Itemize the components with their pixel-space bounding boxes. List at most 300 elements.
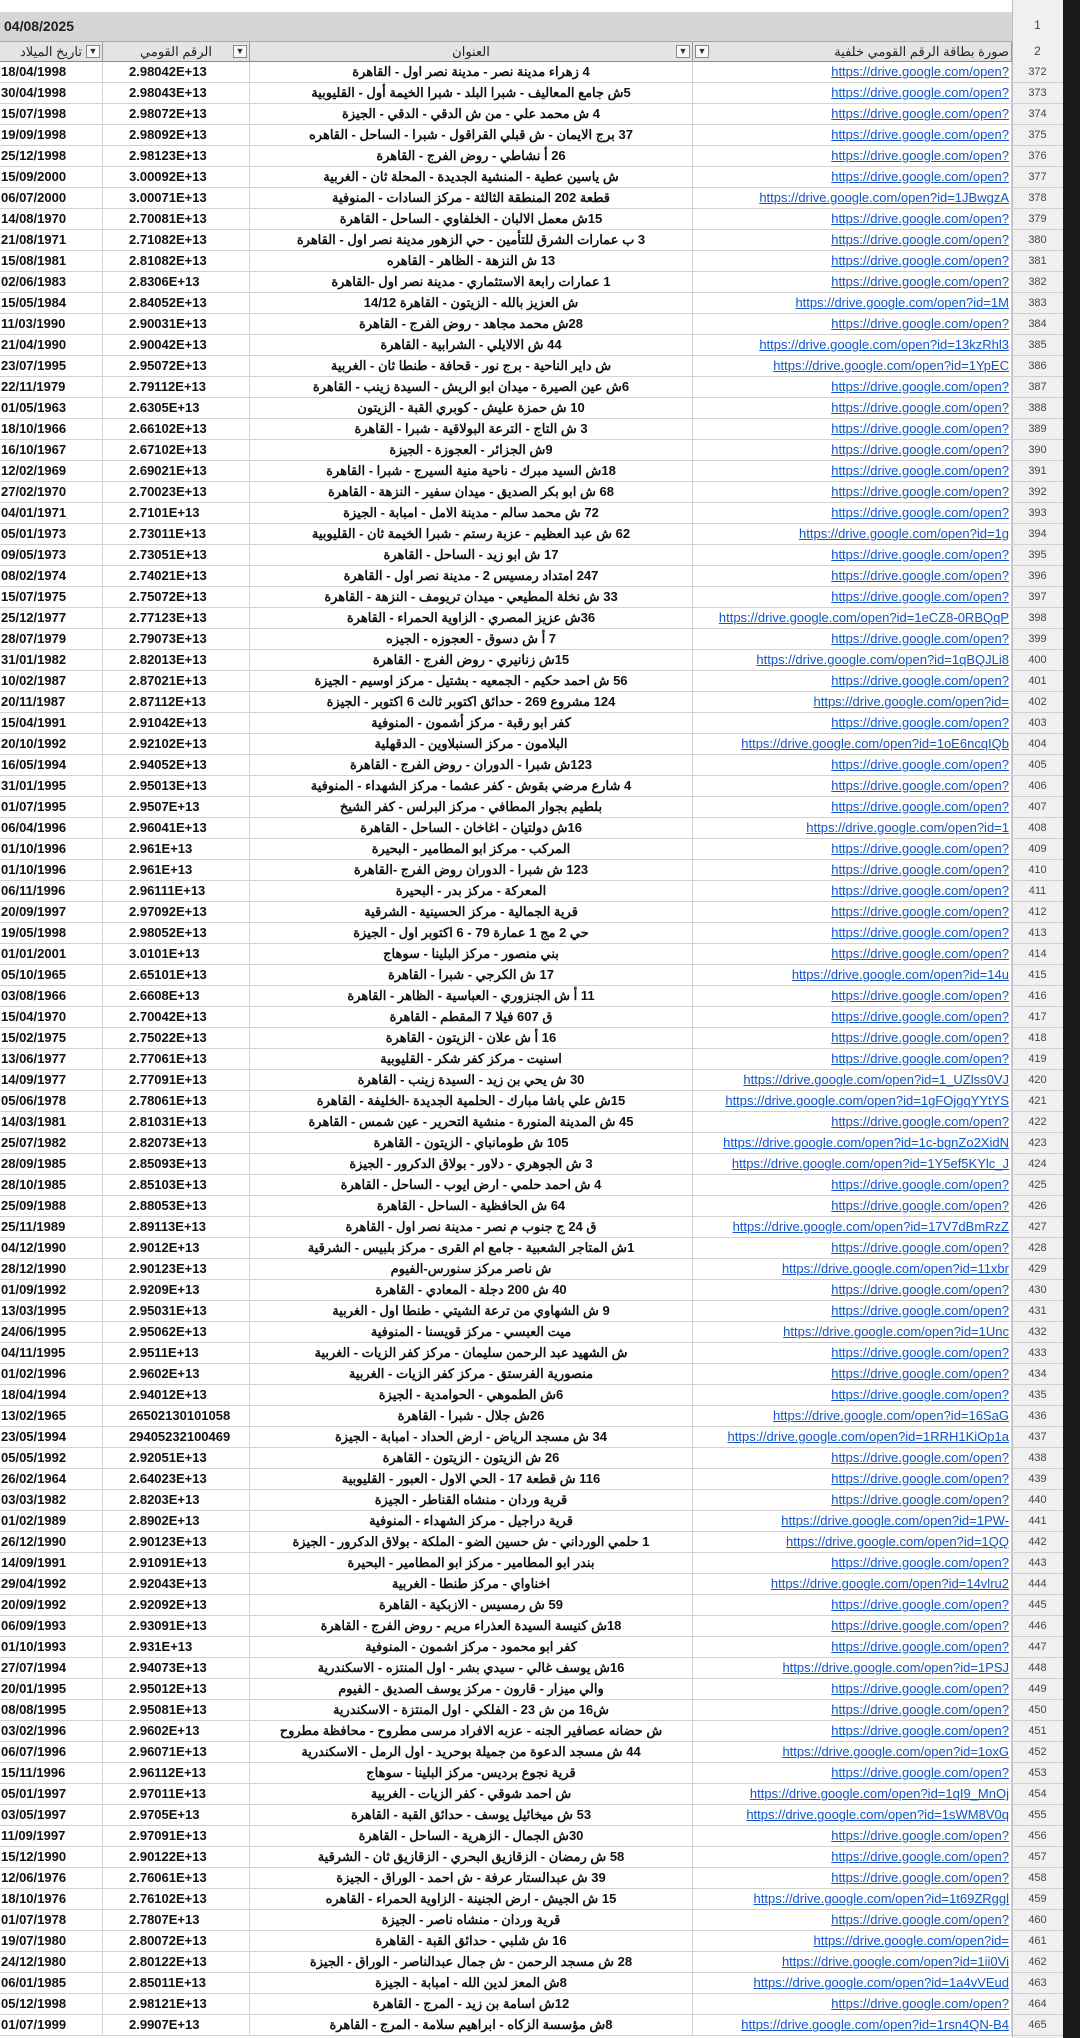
cell-image-link[interactable]: https://drive.google.com/open? <box>693 1826 1012 1847</box>
row-number[interactable]: 412 <box>1012 902 1063 923</box>
cell-dob[interactable]: 05/10/1965 <box>0 965 103 986</box>
cell-image-link[interactable]: https://drive.google.com/open? <box>693 986 1012 1007</box>
cell-address[interactable]: 1ش المتاجر الشعبية - جامع ام القرى - مركز بلبيس - الشرقية <box>250 1238 693 1259</box>
cell-national-id[interactable]: 2.94073E+13 <box>103 1658 250 1679</box>
cell-dob[interactable]: 01/10/1996 <box>0 839 103 860</box>
cell-national-id[interactable]: 2.90042E+13 <box>103 335 250 356</box>
cell-dob[interactable]: 01/02/1996 <box>0 1364 103 1385</box>
cell-dob[interactable]: 26/12/1990 <box>0 1532 103 1553</box>
cell-national-id[interactable]: 2.90122E+13 <box>103 1847 250 1868</box>
cell-address[interactable]: بلطيم بجوار المطافي - مركز البرلس - كفر الشيخ <box>250 797 693 818</box>
cell-address[interactable]: كفر ابو رقبة - مركز أشمون - المنوفية <box>250 713 693 734</box>
cell-dob[interactable]: 11/03/1990 <box>0 314 103 335</box>
cell-address[interactable]: 10 ش حمزة عليش - كوبري القبة - الزيتون <box>250 398 693 419</box>
row-number[interactable]: 417 <box>1012 1007 1063 1028</box>
row-number[interactable]: 432 <box>1012 1322 1063 1343</box>
cell-address[interactable]: 15 ش الجيش - ارض الجنينة - الزاوية الحمراء - القاهره <box>250 1889 693 1910</box>
cell-dob[interactable]: 13/02/1965 <box>0 1406 103 1427</box>
cell-dob[interactable]: 19/05/1998 <box>0 923 103 944</box>
row-number[interactable]: 441 <box>1012 1511 1063 1532</box>
cell-image-link[interactable]: https://drive.google.com/open?id=1PSJ <box>693 1658 1012 1679</box>
cell-address[interactable]: 11 أ ش الجنزوري - العباسية - الظاهر - القاهرة <box>250 986 693 1007</box>
cell-address[interactable]: ق 24 ج جنوب م نصر - مدينة نصر اول - القاهرة <box>250 1217 693 1238</box>
cell-address[interactable]: اسنيت - مركز كفر شكر - القليوبية <box>250 1049 693 1070</box>
cell-image-link[interactable]: https://drive.google.com/open? <box>693 1595 1012 1616</box>
cell-dob[interactable]: 15/09/2000 <box>0 167 103 188</box>
cell-national-id[interactable]: 2.961E+13 <box>103 860 250 881</box>
cell-national-id[interactable]: 2.97011E+13 <box>103 1784 250 1805</box>
cell-national-id[interactable]: 2.87021E+13 <box>103 671 250 692</box>
cell-address[interactable]: 6ش الطموهي - الحوامدية - الجيزة <box>250 1385 693 1406</box>
cell-address[interactable]: المركب - مركز ابو المطامير - البحيرة <box>250 839 693 860</box>
cell-address[interactable]: 45 ش المدينة المنورة - منشية التحرير - عين شمس - القاهرة <box>250 1112 693 1133</box>
cell-national-id[interactable]: 2.95012E+13 <box>103 1679 250 1700</box>
cell-address[interactable]: 124 مشروع 269 - حدائق اكتوبر ثالث 6 اكتوبر - الجيزة <box>250 692 693 713</box>
cell-address[interactable]: 3 ش الجوهري - دلاور - بولاق الدكرور - الجيزة <box>250 1154 693 1175</box>
cell-image-link[interactable]: https://drive.google.com/open? <box>693 419 1012 440</box>
cell-dob[interactable]: 01/07/1978 <box>0 1910 103 1931</box>
cell-image-link[interactable]: https://drive.google.com/open? <box>693 1700 1012 1721</box>
cell-image-link[interactable]: https://drive.google.com/open? <box>693 1280 1012 1301</box>
row-number-2[interactable]: 2 <box>1034 44 1041 58</box>
row-number[interactable]: 447 <box>1012 1637 1063 1658</box>
cell-dob[interactable]: 20/09/1992 <box>0 1595 103 1616</box>
cell-dob[interactable]: 27/07/1994 <box>0 1658 103 1679</box>
cell-address[interactable]: 26ش جلال - شبرا - القاهرة <box>250 1406 693 1427</box>
cell-image-link[interactable]: https://drive.google.com/open? <box>693 1616 1012 1637</box>
cell-national-id[interactable]: 2.65101E+13 <box>103 965 250 986</box>
row-number[interactable]: 396 <box>1012 566 1063 587</box>
cell-national-id[interactable]: 2.75072E+13 <box>103 587 250 608</box>
cell-dob[interactable]: 30/04/1998 <box>0 83 103 104</box>
cell-dob[interactable]: 25/11/1989 <box>0 1217 103 1238</box>
filter-dropdown-icon[interactable]: ▼ <box>86 45 100 58</box>
cell-national-id[interactable]: 2.7101E+13 <box>103 503 250 524</box>
cell-image-link[interactable]: https://drive.google.com/open?id= <box>693 692 1012 713</box>
row-number[interactable]: 444 <box>1012 1574 1063 1595</box>
cell-address[interactable]: 44 ش الالايلي - الشرابية - القاهرة <box>250 335 693 356</box>
cell-national-id[interactable]: 2.88053E+13 <box>103 1196 250 1217</box>
cell-national-id[interactable]: 2.82013E+13 <box>103 650 250 671</box>
cell-image-link[interactable]: https://drive.google.com/open? <box>693 1994 1012 2015</box>
cell-image-link[interactable]: https://drive.google.com/open?id=1c-bgnZo2XidN <box>693 1133 1012 1154</box>
cell-national-id[interactable]: 2.71082E+13 <box>103 230 250 251</box>
cell-image-link[interactable]: https://drive.google.com/open? <box>693 1301 1012 1322</box>
cell-address[interactable]: 16 أ ش علان - الزيتون - القاهرة <box>250 1028 693 1049</box>
row-number[interactable]: 387 <box>1012 377 1063 398</box>
row-number[interactable]: 403 <box>1012 713 1063 734</box>
cell-address[interactable]: 1 حلمي الورداني - ش حسين الضو - الملكة - بولاق الدكرور - الجيزة <box>250 1532 693 1553</box>
row-number[interactable]: 423 <box>1012 1133 1063 1154</box>
row-number[interactable]: 451 <box>1012 1721 1063 1742</box>
cell-dob[interactable]: 21/08/1971 <box>0 230 103 251</box>
cell-dob[interactable]: 15/12/1990 <box>0 1847 103 1868</box>
cell-image-link[interactable]: https://drive.google.com/open?id=1t69ZRggl <box>693 1889 1012 1910</box>
cell-dob[interactable]: 25/12/1977 <box>0 608 103 629</box>
cell-national-id[interactable]: 2.95062E+13 <box>103 1322 250 1343</box>
cell-national-id[interactable]: 2.7807E+13 <box>103 1910 250 1931</box>
cell-address[interactable]: 72 ش محمد سالم - مدينة الامل - امبابة - الجيزة <box>250 503 693 524</box>
filter-dropdown-icon[interactable]: ▼ <box>695 45 709 58</box>
cell-address[interactable]: 4 ش محمد علي - من ش الدقي - الدقي - الجيزة <box>250 104 693 125</box>
row-number[interactable]: 407 <box>1012 797 1063 818</box>
cell-national-id[interactable]: 2.91091E+13 <box>103 1553 250 1574</box>
cell-national-id[interactable]: 2.9507E+13 <box>103 797 250 818</box>
cell-national-id[interactable]: 2.91042E+13 <box>103 713 250 734</box>
cell-dob[interactable]: 04/01/1971 <box>0 503 103 524</box>
cell-address[interactable]: 18ش كنيسة السيدة العذراء مريم - روض الفرج - القاهرة <box>250 1616 693 1637</box>
cell-dob[interactable]: 01/01/2001 <box>0 944 103 965</box>
cell-image-link[interactable]: https://drive.google.com/open? <box>693 314 1012 335</box>
cell-address[interactable]: 4 زهراء مدينة نصر - مدينة نصر اول - القاهرة <box>250 62 693 83</box>
cell-address[interactable]: 123ش شبرا - الدوران - روض الفرج - القاهرة <box>250 755 693 776</box>
row-number[interactable]: 465 <box>1012 2015 1063 2036</box>
cell-address[interactable]: 36ش عزيز المصري - الزاوية الحمراء - القاهرة <box>250 608 693 629</box>
cell-address[interactable]: 39 ش عبدالستار عرفة - ش احمد - الوراق - الجيزة <box>250 1868 693 1889</box>
cell-dob[interactable]: 08/08/1995 <box>0 1700 103 1721</box>
cell-address[interactable]: 13 ش النزهة - الظاهر - القاهره <box>250 251 693 272</box>
cell-dob[interactable]: 28/10/1985 <box>0 1175 103 1196</box>
cell-image-link[interactable]: https://drive.google.com/open? <box>693 839 1012 860</box>
cell-national-id[interactable]: 2.9012E+13 <box>103 1238 250 1259</box>
cell-national-id[interactable]: 2.95013E+13 <box>103 776 250 797</box>
cell-dob[interactable]: 14/09/1991 <box>0 1553 103 1574</box>
cell-dob[interactable]: 18/04/1994 <box>0 1385 103 1406</box>
cell-national-id[interactable]: 2.6608E+13 <box>103 986 250 1007</box>
row-number[interactable]: 408 <box>1012 818 1063 839</box>
cell-national-id[interactable]: 2.67102E+13 <box>103 440 250 461</box>
cell-address[interactable]: 1 عمارات رابعة الاستثماري - مدينة نصر اول -القاهرة <box>250 272 693 293</box>
cell-dob[interactable]: 15/05/1984 <box>0 293 103 314</box>
cell-national-id[interactable]: 2.70023E+13 <box>103 482 250 503</box>
row-number[interactable]: 384 <box>1012 314 1063 335</box>
row-number[interactable]: 406 <box>1012 776 1063 797</box>
cell-address[interactable]: 5ش جامع المعاليف - شبرا البلد - شبرا الخيمة أول - القليوبية <box>250 83 693 104</box>
cell-national-id[interactable]: 3.0101E+13 <box>103 944 250 965</box>
cell-image-link[interactable]: https://drive.google.com/open?id=1RRH1KiOp1a <box>693 1427 1012 1448</box>
row-number[interactable]: 458 <box>1012 1868 1063 1889</box>
cell-national-id[interactable]: 2.96071E+13 <box>103 1742 250 1763</box>
cell-address[interactable]: 17 ش الكرجي - شبرا - القاهرة <box>250 965 693 986</box>
row-number[interactable]: 420 <box>1012 1070 1063 1091</box>
cell-image-link[interactable]: https://drive.google.com/open? <box>693 671 1012 692</box>
cell-national-id[interactable]: 2.77123E+13 <box>103 608 250 629</box>
cell-national-id[interactable]: 2.81082E+13 <box>103 251 250 272</box>
cell-national-id[interactable]: 2.77091E+13 <box>103 1070 250 1091</box>
cell-dob[interactable]: 01/10/1996 <box>0 860 103 881</box>
cell-address[interactable]: قرية وردان - منشاه القناطر - الجيزة <box>250 1490 693 1511</box>
cell-address[interactable]: 34 ش مسجد الرياض - ارض الحداد - امبابة - الجيزة <box>250 1427 693 1448</box>
cell-dob[interactable]: 05/06/1978 <box>0 1091 103 1112</box>
cell-address[interactable]: 59 ش رمسيس - الازبكية - القاهرة <box>250 1595 693 1616</box>
row-number[interactable]: 400 <box>1012 650 1063 671</box>
row-number[interactable]: 428 <box>1012 1238 1063 1259</box>
cell-dob[interactable]: 10/02/1987 <box>0 671 103 692</box>
row-number[interactable]: 460 <box>1012 1910 1063 1931</box>
cell-national-id[interactable]: 2.89113E+13 <box>103 1217 250 1238</box>
cell-address[interactable]: 28 ش مسجد الرحمن - ش جمال عبدالناصر - الوراق - الجيزة <box>250 1952 693 1973</box>
row-number[interactable]: 416 <box>1012 986 1063 1007</box>
row-number[interactable]: 389 <box>1012 419 1063 440</box>
cell-dob[interactable]: 28/09/1985 <box>0 1154 103 1175</box>
cell-dob[interactable]: 01/02/1989 <box>0 1511 103 1532</box>
cell-address[interactable]: والي ميزار - قارون - مركز يوسف الصديق - الفيوم <box>250 1679 693 1700</box>
row-number[interactable]: 414 <box>1012 944 1063 965</box>
filter-dropdown-icon[interactable]: ▼ <box>676 45 690 58</box>
row-number[interactable]: 421 <box>1012 1091 1063 1112</box>
filter-dropdown-icon[interactable]: ▼ <box>233 45 247 58</box>
row-number[interactable]: 375 <box>1012 125 1063 146</box>
cell-national-id[interactable]: 2.78061E+13 <box>103 1091 250 1112</box>
cell-address[interactable]: 16 ش شلبي - حدائق القبة - القاهرة <box>250 1931 693 1952</box>
cell-image-link[interactable]: https://drive.google.com/open? <box>693 1637 1012 1658</box>
cell-address[interactable]: ق 607 فيلا 7 المقطم - القاهرة <box>250 1007 693 1028</box>
cell-address[interactable]: 40 ش 200 دجلة - المعادي - القاهرة <box>250 1280 693 1301</box>
cell-address[interactable]: 64 ش الحافظية - الساحل - القاهرة <box>250 1196 693 1217</box>
header-image[interactable] <box>693 42 1012 62</box>
row-number[interactable]: 378 <box>1012 188 1063 209</box>
cell-image-link[interactable]: https://drive.google.com/open?id=17V7dBmRzZ <box>693 1217 1012 1238</box>
cell-dob[interactable]: 05/01/1997 <box>0 1784 103 1805</box>
cell-dob[interactable]: 06/04/1996 <box>0 818 103 839</box>
cell-address[interactable]: ش احمد شوقي - كفر الزيات - الغربية <box>250 1784 693 1805</box>
cell-address[interactable]: 62 ش عبد العظيم - عزبة رستم - شبرا الخيمة ثان - القليوبية <box>250 524 693 545</box>
cell-image-link[interactable]: https://drive.google.com/open?id=1PW- <box>693 1511 1012 1532</box>
row-number[interactable]: 454 <box>1012 1784 1063 1805</box>
cell-dob[interactable]: 28/12/1990 <box>0 1259 103 1280</box>
row-number[interactable]: 433 <box>1012 1343 1063 1364</box>
row-number[interactable]: 435 <box>1012 1385 1063 1406</box>
cell-image-link[interactable]: https://drive.google.com/open?id=1JBwgzA <box>693 188 1012 209</box>
cell-address[interactable]: بندر ابو المطامير - مركز ابو المطامير - البحيرة <box>250 1553 693 1574</box>
cell-national-id[interactable]: 2.70042E+13 <box>103 1007 250 1028</box>
cell-dob[interactable]: 15/08/1981 <box>0 251 103 272</box>
cell-dob[interactable]: 14/08/1970 <box>0 209 103 230</box>
cell-dob[interactable]: 16/10/1967 <box>0 440 103 461</box>
cell-address[interactable]: 58 ش رمضان - الزقازيق البحري - الزقازيق ثان - الشرقية <box>250 1847 693 1868</box>
cell-national-id[interactable]: 2.87112E+13 <box>103 692 250 713</box>
cell-image-link[interactable]: https://drive.google.com/open? <box>693 1910 1012 1931</box>
cell-image-link[interactable]: https://drive.google.com/open? <box>693 230 1012 251</box>
cell-address[interactable]: ش حضانه عصافير الجنه - عزبه الافراد مرسى مطروح - محافظة مطروح <box>250 1721 693 1742</box>
cell-dob[interactable]: 14/03/1981 <box>0 1112 103 1133</box>
row-number[interactable]: 442 <box>1012 1532 1063 1553</box>
row-number[interactable]: 436 <box>1012 1406 1063 1427</box>
cell-image-link[interactable]: https://drive.google.com/open?id=1sWM8V0q <box>693 1805 1012 1826</box>
cell-dob[interactable]: 13/06/1977 <box>0 1049 103 1070</box>
cell-address[interactable]: 4 ش احمد حلمي - ارض ايوب - الساحل - القاهرة <box>250 1175 693 1196</box>
cell-address[interactable]: بني منصور - مركز البلينا - سوهاج <box>250 944 693 965</box>
cell-image-link[interactable]: https://drive.google.com/open? <box>693 860 1012 881</box>
row-number[interactable]: 446 <box>1012 1616 1063 1637</box>
cell-national-id[interactable]: 2.98123E+13 <box>103 146 250 167</box>
cell-dob[interactable]: 03/05/1997 <box>0 1805 103 1826</box>
cell-dob[interactable]: 18/04/1998 <box>0 62 103 83</box>
cell-address[interactable]: 56 ش احمد حكيم - الجمعيه - بشتيل - مركز اوسيم - الجيزة <box>250 671 693 692</box>
row-number[interactable]: 437 <box>1012 1427 1063 1448</box>
cell-image-link[interactable]: https://drive.google.com/open?id=1eCZ8-0RBQqP <box>693 608 1012 629</box>
cell-national-id[interactable]: 2.96112E+13 <box>103 1763 250 1784</box>
cell-image-link[interactable]: https://drive.google.com/open? <box>693 1007 1012 1028</box>
cell-address[interactable]: 6ش عين الصيرة - ميدان ابو الريش - السيدة زينب - القاهرة <box>250 377 693 398</box>
cell-address[interactable]: ش ياسين عطية - المنشية الجديدة - المحلة ثان - الغربية <box>250 167 693 188</box>
cell-image-link[interactable]: https://drive.google.com/open?id=16SaG <box>693 1406 1012 1427</box>
cell-dob[interactable]: 24/06/1995 <box>0 1322 103 1343</box>
cell-national-id[interactable]: 2.931E+13 <box>103 1637 250 1658</box>
cell-image-link[interactable]: https://drive.google.com/open?id=1 <box>693 818 1012 839</box>
cell-image-link[interactable]: https://drive.google.com/open? <box>693 566 1012 587</box>
cell-address[interactable]: منصورية الفرستق - مركز كفر الزيات - الغربية <box>250 1364 693 1385</box>
cell-dob[interactable]: 25/09/1988 <box>0 1196 103 1217</box>
cell-image-link[interactable]: https://drive.google.com/open? <box>693 797 1012 818</box>
cell-image-link[interactable]: https://drive.google.com/open? <box>693 83 1012 104</box>
cell-image-link[interactable]: https://drive.google.com/open? <box>693 713 1012 734</box>
cell-national-id[interactable]: 2.961E+13 <box>103 839 250 860</box>
row-number[interactable]: 372 <box>1012 62 1063 83</box>
cell-national-id[interactable]: 2.8902E+13 <box>103 1511 250 1532</box>
cell-dob[interactable]: 01/10/1993 <box>0 1637 103 1658</box>
cell-national-id[interactable]: 2.82073E+13 <box>103 1133 250 1154</box>
row-number[interactable]: 380 <box>1012 230 1063 251</box>
row-number[interactable]: 463 <box>1012 1973 1063 1994</box>
row-number[interactable]: 438 <box>1012 1448 1063 1469</box>
cell-address[interactable]: البلامون - مركز السنبلاوين - الدقهلية <box>250 734 693 755</box>
cell-national-id[interactable]: 2.95072E+13 <box>103 356 250 377</box>
cell-image-link[interactable]: https://drive.google.com/open? <box>693 209 1012 230</box>
cell-national-id[interactable]: 2.8203E+13 <box>103 1490 250 1511</box>
scrollbar-track[interactable] <box>1063 0 1080 2038</box>
row-number[interactable]: 405 <box>1012 755 1063 776</box>
row-number[interactable]: 398 <box>1012 608 1063 629</box>
cell-national-id[interactable]: 2.85103E+13 <box>103 1175 250 1196</box>
cell-address[interactable]: 26 أ نشاطي - روض الفرج - القاهرة <box>250 146 693 167</box>
cell-national-id[interactable]: 2.80072E+13 <box>103 1931 250 1952</box>
cell-dob[interactable]: 20/11/1987 <box>0 692 103 713</box>
cell-image-link[interactable]: https://drive.google.com/open? <box>693 755 1012 776</box>
cell-image-link[interactable]: https://drive.google.com/open? <box>693 1868 1012 1889</box>
cell-national-id[interactable]: 2.75022E+13 <box>103 1028 250 1049</box>
cell-dob[interactable]: 11/09/1997 <box>0 1826 103 1847</box>
cell-address[interactable]: 44 ش مسجد الدعوة من جميلة بوحريد - اول الرمل - الاسكندرية <box>250 1742 693 1763</box>
cell-image-link[interactable]: https://drive.google.com/open? <box>693 1847 1012 1868</box>
row-number[interactable]: 425 <box>1012 1175 1063 1196</box>
cell-dob[interactable]: 23/07/1995 <box>0 356 103 377</box>
cell-image-link[interactable]: https://drive.google.com/open? <box>693 167 1012 188</box>
row-number[interactable]: 455 <box>1012 1805 1063 1826</box>
cell-address[interactable]: 123 ش شبرا - الدوران روض الفرج -القاهرة <box>250 860 693 881</box>
cell-dob[interactable]: 15/11/1996 <box>0 1763 103 1784</box>
row-number[interactable]: 386 <box>1012 356 1063 377</box>
row-number[interactable]: 401 <box>1012 671 1063 692</box>
cell-national-id[interactable]: 2.9602E+13 <box>103 1364 250 1385</box>
cell-image-link[interactable]: https://drive.google.com/open? <box>693 482 1012 503</box>
cell-image-link[interactable]: https://drive.google.com/open?id=1qBQJLi8 <box>693 650 1012 671</box>
cell-image-link[interactable]: https://drive.google.com/open?id=1QQ <box>693 1532 1012 1553</box>
cell-dob[interactable]: 25/07/1982 <box>0 1133 103 1154</box>
cell-image-link[interactable]: https://drive.google.com/open?id=11xbr <box>693 1259 1012 1280</box>
cell-national-id[interactable]: 2.77061E+13 <box>103 1049 250 1070</box>
cell-image-link[interactable]: https://drive.google.com/open? <box>693 1553 1012 1574</box>
cell-dob[interactable]: 04/11/1995 <box>0 1343 103 1364</box>
cell-national-id[interactable]: 2.94052E+13 <box>103 755 250 776</box>
cell-dob[interactable]: 22/11/1979 <box>0 377 103 398</box>
cell-image-link[interactable]: https://drive.google.com/open? <box>693 398 1012 419</box>
cell-national-id[interactable]: 2.98043E+13 <box>103 83 250 104</box>
cell-image-link[interactable]: https://drive.google.com/open?id=14u <box>693 965 1012 986</box>
cell-image-link[interactable]: https://drive.google.com/open? <box>693 125 1012 146</box>
row-number[interactable]: 385 <box>1012 335 1063 356</box>
cell-national-id[interactable]: 2.92043E+13 <box>103 1574 250 1595</box>
cell-national-id[interactable]: 2.97091E+13 <box>103 1826 250 1847</box>
row-number[interactable]: 383 <box>1012 293 1063 314</box>
cell-image-link[interactable]: https://drive.google.com/open?id=1g <box>693 524 1012 545</box>
cell-image-link[interactable]: https://drive.google.com/open? <box>693 923 1012 944</box>
cell-image-link[interactable]: https://drive.google.com/open? <box>693 587 1012 608</box>
cell-image-link[interactable]: https://drive.google.com/open? <box>693 1364 1012 1385</box>
cell-address[interactable]: قرية وردان - منشاه ناصر - الجيزة <box>250 1910 693 1931</box>
row-number[interactable]: 376 <box>1012 146 1063 167</box>
cell-address[interactable]: حي 2 مج 1 عمارة 79 - 6 اكتوبر اول - الجيزة <box>250 923 693 944</box>
cell-address[interactable]: ش ناصر مركز سنورس-الفيوم <box>250 1259 693 1280</box>
cell-image-link[interactable]: https://drive.google.com/open?id=1a4vVEud <box>693 1973 1012 1994</box>
cell-dob[interactable]: 16/05/1994 <box>0 755 103 776</box>
cell-image-link[interactable]: https://drive.google.com/open?id=1oxG <box>693 1742 1012 1763</box>
cell-address[interactable]: 16ش دولتيان - اغاخان - الساحل - القاهرة <box>250 818 693 839</box>
cell-national-id[interactable]: 2.98042E+13 <box>103 62 250 83</box>
row-number[interactable]: 373 <box>1012 83 1063 104</box>
cell-image-link[interactable]: https://drive.google.com/open? <box>693 1448 1012 1469</box>
cell-image-link[interactable]: https://drive.google.com/open? <box>693 1028 1012 1049</box>
cell-national-id[interactable]: 2.66102E+13 <box>103 419 250 440</box>
cell-national-id[interactable]: 2.9705E+13 <box>103 1805 250 1826</box>
cell-address[interactable]: كفر ابو محمود - مركز اشمون - المنوفية <box>250 1637 693 1658</box>
cell-dob[interactable]: 12/06/1976 <box>0 1868 103 1889</box>
cell-image-link[interactable]: https://drive.google.com/open? <box>693 104 1012 125</box>
row-number[interactable]: 394 <box>1012 524 1063 545</box>
cell-national-id[interactable]: 2.97092E+13 <box>103 902 250 923</box>
cell-dob[interactable]: 14/09/1977 <box>0 1070 103 1091</box>
cell-dob[interactable]: 19/09/1998 <box>0 125 103 146</box>
row-number[interactable]: 449 <box>1012 1679 1063 1700</box>
cell-image-link[interactable]: https://drive.google.com/open? <box>693 629 1012 650</box>
cell-national-id[interactable]: 2.92102E+13 <box>103 734 250 755</box>
cell-national-id[interactable]: 2.92051E+13 <box>103 1448 250 1469</box>
cell-address[interactable]: قرية دراجيل - مركز الشهداء - المنوفية <box>250 1511 693 1532</box>
cell-address[interactable]: 15ش زنانيري - روض الفرج - القاهرة <box>250 650 693 671</box>
row-number[interactable]: 443 <box>1012 1553 1063 1574</box>
cell-dob[interactable]: 09/05/1973 <box>0 545 103 566</box>
cell-dob[interactable]: 02/06/1983 <box>0 272 103 293</box>
cell-image-link[interactable]: https://drive.google.com/open? <box>693 1238 1012 1259</box>
row-number[interactable]: 427 <box>1012 1217 1063 1238</box>
cell-address[interactable]: 116 ش قطعة 17 - الحي الاول - العبور - القليوبية <box>250 1469 693 1490</box>
cell-dob[interactable]: 05/01/1973 <box>0 524 103 545</box>
cell-image-link[interactable]: https://drive.google.com/open?id=1ii0Vi <box>693 1952 1012 1973</box>
cell-image-link[interactable]: https://drive.google.com/open? <box>693 503 1012 524</box>
cell-address[interactable]: 9 ش الشهاوي من ترعة الشيتي - طنطا اول - الغربية <box>250 1301 693 1322</box>
row-number[interactable]: 434 <box>1012 1364 1063 1385</box>
cell-address[interactable]: ش داير الناحية - برج نور - قحافة - طنطا ثان - الغربية <box>250 356 693 377</box>
cell-image-link[interactable]: https://drive.google.com/open?id=1YpEC <box>693 356 1012 377</box>
cell-address[interactable]: 53 ش ميخائيل يوسف - حدائق القبة - القاهرة <box>250 1805 693 1826</box>
cell-address[interactable]: اخناواي - مركز طنطا - الغربية <box>250 1574 693 1595</box>
cell-dob[interactable]: 03/08/1966 <box>0 986 103 1007</box>
cell-dob[interactable]: 20/01/1995 <box>0 1679 103 1700</box>
cell-image-link[interactable]: https://drive.google.com/open? <box>693 1721 1012 1742</box>
row-number[interactable]: 452 <box>1012 1742 1063 1763</box>
cell-national-id[interactable]: 2.95081E+13 <box>103 1700 250 1721</box>
cell-image-link[interactable]: https://drive.google.com/open? <box>693 461 1012 482</box>
